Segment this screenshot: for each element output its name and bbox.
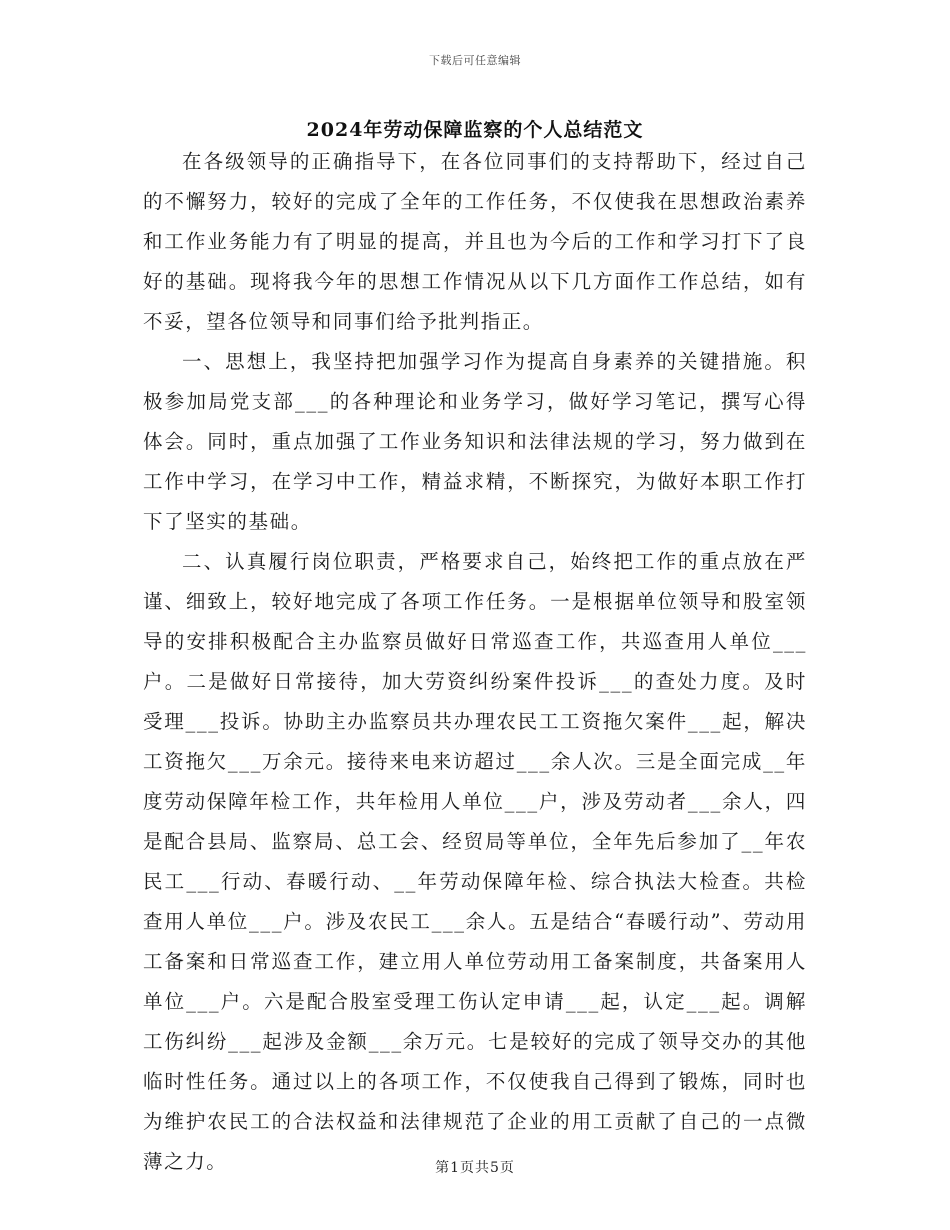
document-body [143,142,807,1182]
document-title: 2024年劳动保障监察的个人总结范文 [306,119,644,141]
paragraph-duties: 二、认真履行岗位职责，严格要求自己，始终把工作的重点放在严谨、细致上，较好地完成了各项工作任务。一是根据单位领导和股室领导的安排积极配合主办监察员做好日常巡查工作，共巡查用人单位___户。二是做好日常接待，加大劳资纠纷案件投诉___的查处力度。及时受理___投诉。协助主办监察员共办理农民工工资拖欠案件___起，解决工资拖欠___万余元。接待来电来访超过___余人次。三是全面完成__年度劳动保障年检工作，共年检用人单位___户，涉及劳动者___余人，四是配合县局、监察局、总工会、经贸局等单位，全年先后参加了__年农民工___行动、春暖行动、__年劳动保障年检、综合执法大检查。共检查用人单位___户。涉及农民工___余人。五是结合“春暖行动”、劳动用工备案和日常巡查工作，建立用人单位劳动用工备案制度，共备案用人单位___户。六是配合股室受理工伤认定申请___起，认定___起。调解工伤纠纷___起涉及金额___余万元。七是较好的完成了领导交办的其他临时性任务。通过以上的各项工作，不仅使我自己得到了锻炼，同时也为维护农民工的合法权益和法律规范了企业的用工贡献了自己的一点微薄之力。 [143,550,807,1173]
page-number-footer: 第1页共5页 [435,1160,515,1176]
paragraph-intro: 在各级领导的正确指导下，在各位同事们的支持帮助下，经过自己的不懈努力，较好的完成了全年的工作任务，不仅使我在思想政治素养和工作业务能力有了明显的提高，并且也为今后的工作和学习打下了良好的基础。现将我今年的思想工作情况从以下几方面作工作总结，如有不妥，望各位领导和同事们给予批判指正。 [143,150,807,333]
header-note: 下载后可任意编辑 [429,54,521,67]
paragraph-ideology: 一、思想上，我坚持把加强学习作为提高自身素养的关键措施。积极参加局党支部___的各种理论和业务学习，做好学习笔记，撰写心得体会。同时，重点加强了工作业务知识和法律法规的学习，努力做到在工作中学习，在学习中工作，精益求精，不断探究，为做好本职工作打下了坚实的基础。 [143,350,807,533]
